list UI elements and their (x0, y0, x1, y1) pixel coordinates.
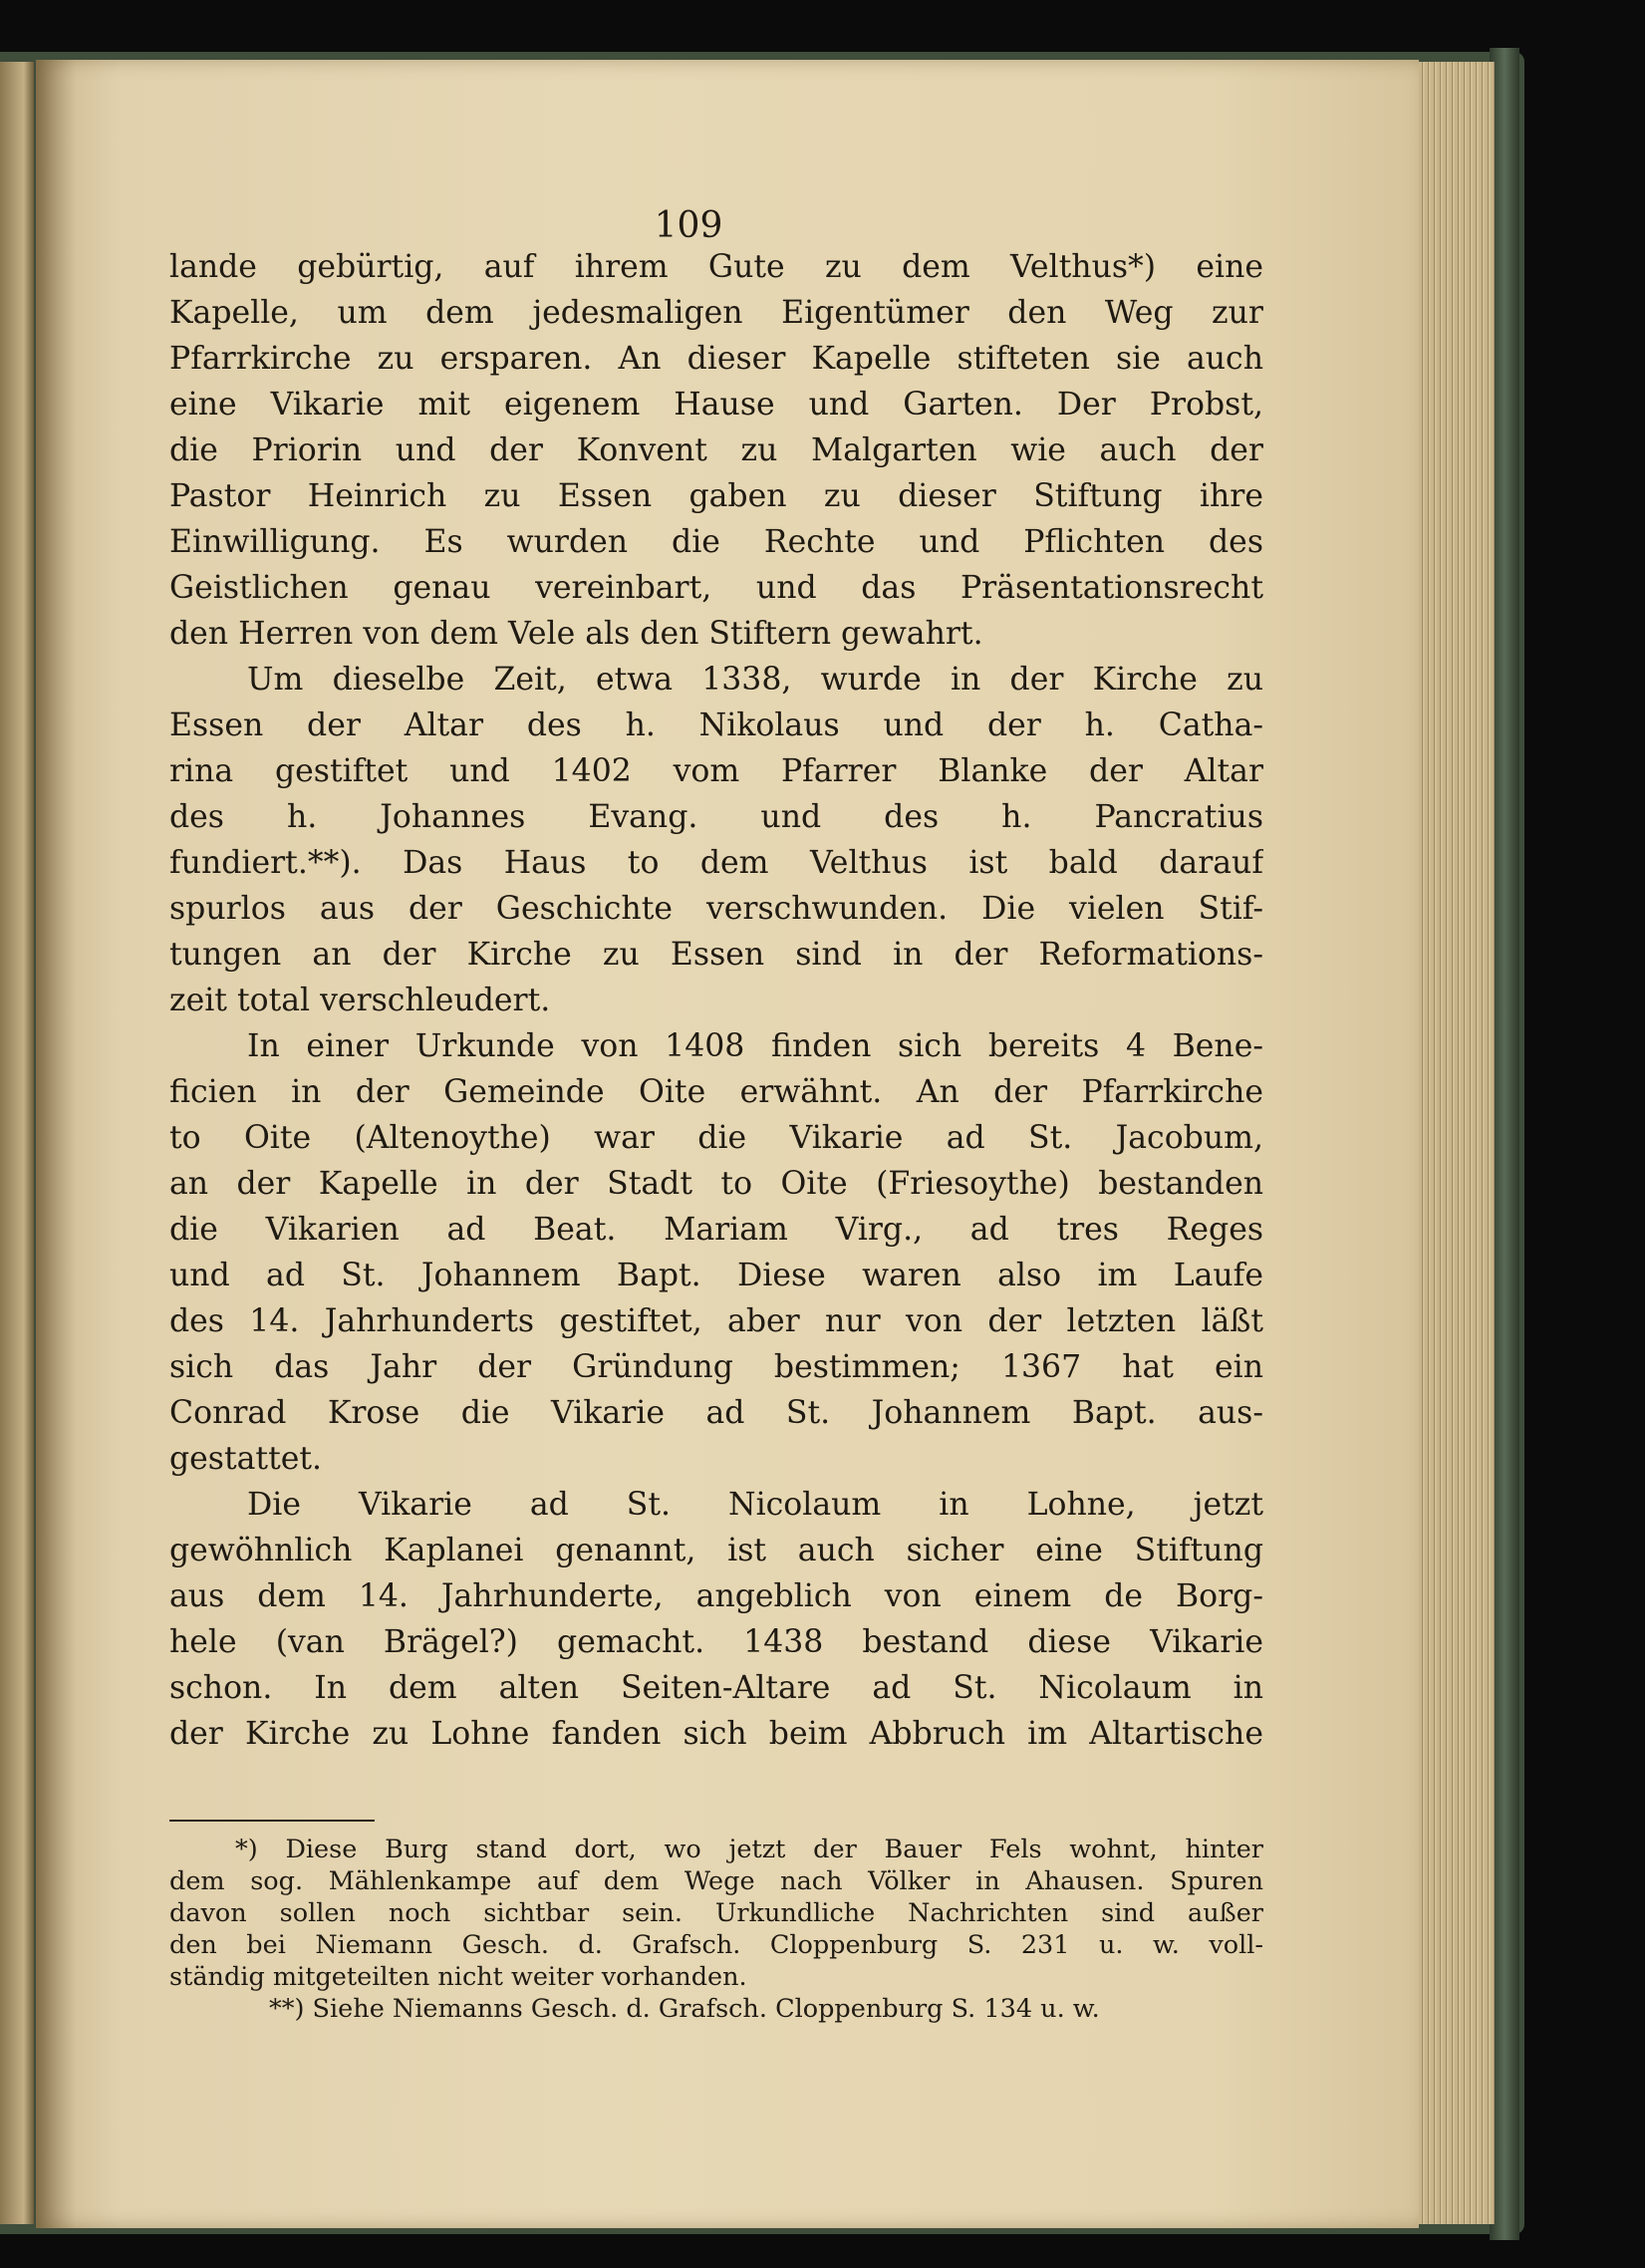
facing-page-sliver (0, 62, 34, 2224)
body-line: Pastor Heinrich zu Essen gaben zu dieser Stiftung ihre (169, 478, 1263, 514)
body-line: In einer Urkunde von 1408 finden sich bereits 4 Bene- (247, 1028, 1263, 1064)
body-line: sich das Jahr der Gründung bestimmen; 1367 hat ein (169, 1349, 1263, 1385)
body-line: Pfarrkirche zu ersparen. An dieser Kapelle stifteten sie auch (169, 341, 1263, 377)
body-line: zeit total verschleudert. (169, 983, 551, 1018)
body-line: Um dieselbe Zeit, etwa 1338, wurde in der Kirche zu (247, 662, 1263, 698)
body-line: spurlos aus der Geschichte verschwunden. Die vielen Stif- (169, 891, 1263, 927)
body-line: Essen der Altar des h. Nikolaus und der h. Catha- (169, 708, 1263, 743)
page-number: 109 (654, 205, 723, 246)
body-line: eine Vikarie mit eigenem Hause und Garten. Der Probst, (169, 387, 1263, 423)
body-line: gestattet. (169, 1441, 323, 1477)
body-line: schon. In dem alten Seiten-Altare ad St. Nicolaum in (169, 1670, 1263, 1706)
body-line: des h. Johannes Evang. und des h. Pancratius (169, 799, 1263, 835)
body-line: aus dem 14. Jahrhunderte, angeblich von einem de Borg- (169, 1578, 1263, 1614)
footnote-line: ständig mitgeteilten nicht weiter vorhanden. (169, 1962, 747, 1992)
body-line: Einwilligung. Es wurden die Rechte und Pflichten des (169, 524, 1263, 560)
footnote-line: dem sog. Mählenkampe auf dem Wege nach Völker in Ahausen. Spuren (169, 1866, 1263, 1896)
page-fore-edge (1413, 62, 1495, 2224)
body-line: Conrad Krose die Vikarie ad St. Johannem Bapt. aus- (169, 1395, 1263, 1431)
body-line: to Oite (Altenoythe) war die Vikarie ad St. Jacobum, (169, 1120, 1263, 1156)
footnote-line: den bei Niemann Gesch. d. Grafsch. Cloppenburg S. 231 u. w. voll- (169, 1930, 1263, 1960)
body-line: tungen an der Kirche zu Essen sind in der Reformations- (169, 937, 1263, 973)
footnote-line: **) Siehe Niemanns Gesch. d. Grafsch. Cloppenburg S. 134 u. w. (269, 1994, 1100, 2024)
body-line: der Kirche zu Lohne fanden sich beim Abbruch im Altartische (169, 1716, 1263, 1752)
body-line: fundiert.**). Das Haus to dem Velthus ist bald darauf (169, 845, 1263, 881)
body-line: Kapelle, um dem jedesmaligen Eigentümer den Weg zur (169, 295, 1263, 331)
body-line: gewöhnlich Kaplanei genannt, ist auch sicher eine Stiftung (169, 1533, 1263, 1568)
gutter-shadow (36, 60, 76, 2228)
body-line: rina gestiftet und 1402 vom Pfarrer Blanke der Altar (169, 753, 1263, 789)
body-line: und ad St. Johannem Bapt. Diese waren also im Laufe (169, 1258, 1263, 1293)
body-line: Die Vikarie ad St. Nicolaum in Lohne, jetzt (247, 1487, 1263, 1523)
body-line: die Vikarien ad Beat. Mariam Virg., ad tres Reges (169, 1212, 1263, 1248)
body-line: lande gebürtig, auf ihrem Gute zu dem Velthus*) eine (169, 249, 1263, 285)
footnote-rule (169, 1820, 375, 1822)
body-line: ficien in der Gemeinde Oite erwähnt. An der Pfarrkirche (169, 1074, 1263, 1110)
body-line: des 14. Jahrhunderts gestiftet, aber nur von der letzten läßt (169, 1303, 1263, 1339)
body-line: hele (van Brägel?) gemacht. 1438 bestand diese Vikarie (169, 1624, 1263, 1660)
body-line: die Priorin und der Konvent zu Malgarten wie auch der (169, 432, 1263, 468)
body-line: Geistlichen genau vereinbart, und das Präsentationsrecht (169, 570, 1263, 606)
page (36, 60, 1419, 2228)
body-line: an der Kapelle in der Stadt to Oite (Friesoythe) bestanden (169, 1166, 1263, 1202)
footnote-line: *) Diese Burg stand dort, wo jetzt der Bauer Fels wohnt, hinter (235, 1835, 1263, 1864)
body-line: den Herren von dem Vele als den Stiftern gewahrt. (169, 616, 983, 652)
footnote-line: davon sollen noch sichtbar sein. Urkundliche Nachrichten sind außer (169, 1898, 1263, 1928)
